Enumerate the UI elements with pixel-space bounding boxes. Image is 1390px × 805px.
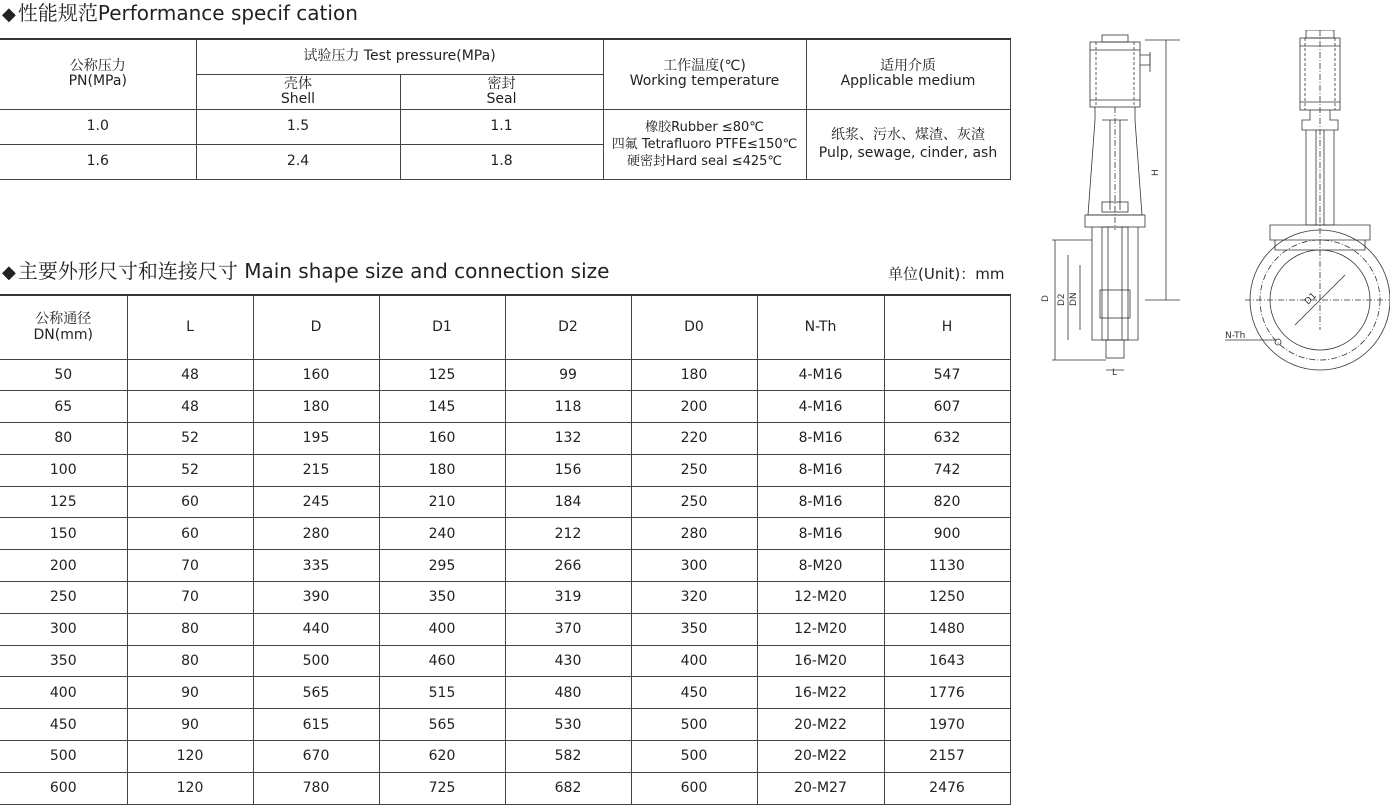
table-cell: 820 [884,486,1010,518]
valve-front-view [1225,30,1390,370]
table-cell: 12-M20 [757,613,884,645]
table-cell: 99 [505,359,631,391]
table-cell: 350 [631,613,757,645]
table-cell: 20-M22 [757,709,884,741]
actuator-cylinder [1090,42,1140,107]
seal-header: 密封 Seal [400,74,603,109]
table-cell: 390 [253,582,379,614]
table-cell: 582 [505,741,631,773]
table-cell: 80 [0,423,127,455]
table-cell: 180 [379,454,505,486]
size-title-text: 主要外形尺寸和连接尺寸 Main shape size and connection size [17,259,610,283]
table-cell: 245 [253,486,379,518]
nth-dimension-label: N-Th [1225,331,1246,341]
h-dimension-label: H [1151,169,1161,176]
table-cell: 184 [505,486,631,518]
table-cell: 52 [127,423,253,455]
unit-label: 单位(Unit)：mm [888,265,1005,283]
table-cell: 90 [127,709,253,741]
dn-dimension-label: DN [1069,292,1079,306]
table-cell: 4-M16 [757,391,884,423]
table-cell: 156 [505,454,631,486]
table-cell: 400 [631,645,757,677]
table-cell: 266 [505,550,631,582]
table-cell: 320 [631,582,757,614]
table-cell: 500 [631,709,757,741]
table-cell: 120 [127,772,253,804]
table-cell: 530 [505,709,631,741]
table-cell: 1970 [884,709,1010,741]
table-cell: 600 [0,772,127,804]
table-cell: 195 [253,423,379,455]
working-temp-header: 工作温度(℃) Working temperature [603,39,806,109]
table-row [0,486,1010,518]
table-row [0,359,1010,391]
table-cell: 547 [884,359,1010,391]
table-cell: 670 [253,741,379,773]
medium-header: 适用介质 Applicable medium [806,39,1010,109]
table-row [0,741,1010,773]
table-cell: 215 [253,454,379,486]
table-cell: 682 [505,772,631,804]
table-row [0,550,1010,582]
table-cell: 500 [631,741,757,773]
table-cell: 440 [253,613,379,645]
table-row [0,772,1010,804]
table-cell: 145 [379,391,505,423]
table-cell: 80 [127,613,253,645]
table-cell: 1250 [884,582,1010,614]
shell-cell: 1.5 [196,109,400,144]
table-cell: 300 [0,613,127,645]
table-cell: 250 [631,486,757,518]
d-dimension-label: D [1041,295,1051,302]
table-row [0,677,1010,709]
table-cell: 2476 [884,772,1010,804]
seal-cell: 1.1 [400,109,603,144]
table-cell: 350 [379,582,505,614]
d2-dimension-label: D2 [1057,293,1067,306]
table-cell: 212 [505,518,631,550]
table-cell: 565 [379,709,505,741]
table-cell: 480 [505,677,631,709]
table-row [0,391,1010,423]
table-cell: 8-M16 [757,518,884,550]
table-cell: 1643 [884,645,1010,677]
table-cell: 620 [379,741,505,773]
table-cell: 400 [0,677,127,709]
d1-dimension-label: D1 [1303,291,1320,308]
table-cell: 65 [0,391,127,423]
table-cell: 295 [379,550,505,582]
table-cell: 80 [127,645,253,677]
column-header: D2 [505,295,631,359]
table-row [0,645,1010,677]
column-header: H [884,295,1010,359]
table-cell: 8-M16 [757,423,884,455]
table-cell: 200 [0,550,127,582]
medium-cell: 纸浆、污水、煤渣、灰渣 Pulp, sewage, cinder, ash [806,109,1010,179]
table-cell: 48 [127,359,253,391]
performance-section-title [2,0,358,26]
table-cell: 250 [0,582,127,614]
table-cell: 180 [631,359,757,391]
table-cell: 8-M16 [757,486,884,518]
table-cell: 460 [379,645,505,677]
performance-table [0,38,1011,180]
table-row [0,423,1010,455]
column-header: 公称通径 DN(mm) [0,295,127,359]
table-cell: 250 [631,454,757,486]
table-cell: 50 [0,359,127,391]
table-cell: 90 [127,677,253,709]
diamond-bullet-icon: ◆ [2,4,16,25]
table-cell: 335 [253,550,379,582]
table-cell: 280 [631,518,757,550]
table-cell: 400 [379,613,505,645]
table-cell: 1130 [884,550,1010,582]
table-cell: 515 [379,677,505,709]
table-row [0,582,1010,614]
size-section-title [2,255,609,284]
table-cell: 240 [379,518,505,550]
performance-title-text: 性能规范Performance specif cation [17,1,358,25]
table-cell: 725 [379,772,505,804]
table-cell: 500 [253,645,379,677]
table-cell: 450 [0,709,127,741]
table-row [0,613,1010,645]
table-cell: 20-M27 [757,772,884,804]
table-cell: 160 [253,359,379,391]
table-cell: 60 [127,486,253,518]
table-cell: 2157 [884,741,1010,773]
table-cell: 100 [0,454,127,486]
table-header-row [0,295,1010,359]
test-pressure-header: 试验压力 Test pressure(MPa) [196,39,603,74]
table-cell: 8-M20 [757,550,884,582]
table-cell: 125 [379,359,505,391]
table-cell: 319 [505,582,631,614]
table-cell: 280 [253,518,379,550]
table-row [0,518,1010,550]
table-cell: 632 [884,423,1010,455]
table-cell: 12-M20 [757,582,884,614]
column-header: D1 [379,295,505,359]
table-cell: 120 [127,741,253,773]
table-cell: 300 [631,550,757,582]
pn-cell: 1.0 [0,109,196,144]
table-cell: 742 [884,454,1010,486]
table-cell: 1776 [884,677,1010,709]
table-cell: 220 [631,423,757,455]
table-cell: 780 [253,772,379,804]
seal-cell: 1.8 [400,144,603,179]
pn-header: 公称压力 PN(MPa) [0,39,196,109]
column-header: L [127,295,253,359]
table-cell: 180 [253,391,379,423]
table-cell: 450 [631,677,757,709]
shell-header: 壳体 Shell [196,74,400,109]
temperature-cell: 橡胶Rubber ≤80℃ 四氟 Tetrafluoro PTFE≤150℃ 硬密封Hard seal ≤425℃ [603,109,806,179]
table-cell: 16-M22 [757,677,884,709]
table-cell: 60 [127,518,253,550]
table-cell: 350 [0,645,127,677]
table-cell: 48 [127,391,253,423]
table-cell: 70 [127,582,253,614]
table-cell: 600 [631,772,757,804]
valve-drawing [1040,30,1390,380]
pn-cell: 1.6 [0,144,196,179]
table-cell: 615 [253,709,379,741]
table-cell: 118 [505,391,631,423]
table-cell: 70 [127,550,253,582]
table-cell: 210 [379,486,505,518]
table-cell: 430 [505,645,631,677]
table-cell: 8-M16 [757,454,884,486]
column-header: D [253,295,379,359]
table-cell: 565 [253,677,379,709]
l-dimension-label: L [1112,368,1118,378]
table-cell: 52 [127,454,253,486]
table-cell: 132 [505,423,631,455]
table-cell: 16-M20 [757,645,884,677]
dimension-table [0,294,1011,805]
table-cell: 370 [505,613,631,645]
table-cell: 500 [0,741,127,773]
table-cell: 607 [884,391,1010,423]
column-header: N-Th [757,295,884,359]
table-cell: 150 [0,518,127,550]
table-row [0,454,1010,486]
table-row [0,709,1010,741]
table-cell: 20-M22 [757,741,884,773]
shell-cell: 2.4 [196,144,400,179]
table-cell: 4-M16 [757,359,884,391]
table-row [0,109,1010,144]
table-cell: 900 [884,518,1010,550]
table-cell: 125 [0,486,127,518]
table-cell: 200 [631,391,757,423]
table-cell: 1480 [884,613,1010,645]
column-header: D0 [631,295,757,359]
table-cell: 160 [379,423,505,455]
diamond-bullet-icon: ◆ [2,262,16,283]
valve-side-view [1052,35,1180,370]
